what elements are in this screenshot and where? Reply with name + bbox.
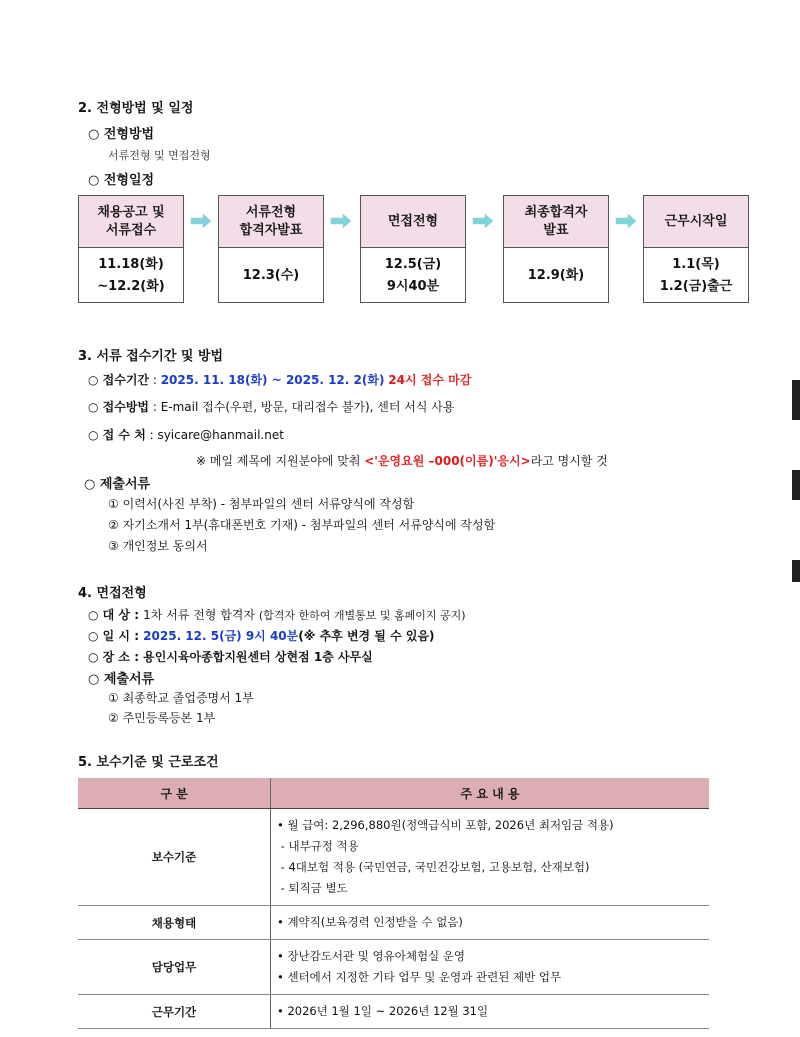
row-category: 담당업무 xyxy=(78,940,271,995)
mail-note xyxy=(196,452,608,469)
schedule-step xyxy=(503,195,609,303)
section3-title: 3. 서류 접수기간 및 방법 xyxy=(78,349,224,364)
note-suffix: 라고 명시할 것 xyxy=(530,454,608,468)
doc-item: ② 주민등록등본 1부 xyxy=(108,711,216,725)
note-highlight: <'운영요원 –000(이름)'응시> xyxy=(364,454,531,468)
period-row xyxy=(88,371,471,388)
interview-place-row xyxy=(88,648,373,665)
right-arrow-icon xyxy=(472,214,494,228)
content-line: - 내부규정 적용 xyxy=(277,839,359,853)
way-row xyxy=(88,398,455,415)
right-arrow-icon xyxy=(190,214,212,228)
row-content xyxy=(271,995,710,1029)
note-prefix: ※ 메일 제목에 지원분야에 맞춰 xyxy=(196,454,365,468)
header-content: 주 요 내 용 xyxy=(271,778,710,809)
section4-title: 4. 면접전형 xyxy=(78,586,147,601)
schedule-step xyxy=(218,195,324,303)
right-arrow-icon xyxy=(330,214,352,228)
interview-place-label: ○ 장 소 : xyxy=(88,650,144,664)
schedule-label: ○ 전형일정 xyxy=(88,173,155,188)
doc-item: ③ 개인정보 동의서 xyxy=(108,539,208,553)
row-content xyxy=(271,906,710,940)
step-title: 최종합격자 발표 xyxy=(504,196,608,248)
content-line: - 퇴직금 별도 xyxy=(277,881,348,895)
right-arrow-icon xyxy=(615,214,637,228)
step-date: 12.9(화) xyxy=(527,268,585,283)
row-category: 채용형태 xyxy=(78,906,271,940)
place-value: : syicare@hanmail.net xyxy=(145,428,284,442)
section2-title: 2. 전형방법 및 일정 xyxy=(78,101,194,116)
period-value: 2025. 11. 18(화) ~ 2025. 12. 2(화) xyxy=(160,373,385,387)
table-row xyxy=(78,940,709,995)
header-category: 구 분 xyxy=(78,778,271,809)
row-category: 근무기간 xyxy=(78,995,271,1029)
edge-mark xyxy=(792,560,800,582)
content-line: • 계약직(보육경력 인정받을 수 없음) xyxy=(277,915,463,929)
period-sep: : xyxy=(149,373,161,387)
content-line: • 장난감도서관 및 영유아체험실 운영 xyxy=(277,949,466,963)
date-label: ○ 일 시 : xyxy=(88,629,144,643)
target-label: ○ 대 상 : xyxy=(88,608,144,622)
doc-item: ② 자기소개서 1부(휴대폰번호 기재) - 첨부파일의 센터 서류양식에 작성함 xyxy=(108,518,496,532)
target-value: 1차 서류 전형 합격자 xyxy=(143,608,259,622)
step-date: 11.18(화) ~12.2(화) xyxy=(97,257,165,294)
table-row xyxy=(78,995,709,1029)
date-row xyxy=(88,627,435,644)
target-row xyxy=(88,606,466,623)
content-line: • 2026년 1월 1일 ~ 2026년 12월 31일 xyxy=(277,1004,489,1018)
period-label: ○ 접수기간 xyxy=(88,373,150,387)
schedule-step xyxy=(78,195,184,303)
step-title: 서류전형 합격자발표 xyxy=(219,196,323,248)
interview-place-value: 용인시육아종합지원센터 상현점 1층 사무실 xyxy=(143,650,373,664)
table-row xyxy=(78,906,709,940)
edge-mark xyxy=(792,470,800,500)
docs-label-4: ○ 제출서류 xyxy=(88,672,155,687)
doc-item: ① 이력서(사진 부착) - 첨부파일의 센터 서류양식에 작성함 xyxy=(108,497,415,511)
step-date: 12.5(금) 9시40분 xyxy=(384,257,442,294)
schedule-step xyxy=(360,195,466,303)
step-date: 12.3(수) xyxy=(242,268,300,283)
table-row xyxy=(78,809,709,906)
content-line: - 4대보험 적용 (국민연금, 국민건강보험, 고용보험, 산재보험) xyxy=(277,860,590,874)
pay-table xyxy=(78,778,709,1029)
step-title: 채용공고 및 서류접수 xyxy=(79,196,183,248)
date-value: 2025. 12. 5(금) 9시 40분 xyxy=(143,629,299,643)
content-line: • 월 급여: 2,296,880원(정액급식비 포함, 2026년 최저임금 적용) xyxy=(277,818,614,832)
content-line: • 센터에서 지정한 기타 업무 및 운영과 관련된 제반 업무 xyxy=(277,970,562,984)
way-label: ○ 접수방법 xyxy=(88,400,150,414)
period-deadline: 24시 접수 마감 xyxy=(388,373,472,387)
doc-item: ① 최종학교 졸업증명서 1부 xyxy=(108,691,254,705)
target-note: (합격자 한하여 개별통보 및 홈페이지 공지) xyxy=(258,609,466,622)
docs-label-3: ○ 제출서류 xyxy=(84,477,151,492)
section5-title: 5. 보수기준 및 근로조건 xyxy=(78,755,219,770)
date-note: (※ 추후 변경 될 수 있음) xyxy=(298,629,435,643)
step-date: 1.1(목) 1.2(금)출근 xyxy=(659,257,733,294)
row-content xyxy=(271,940,710,995)
row-content xyxy=(271,809,710,906)
place-label: ○ 접 수 처 xyxy=(88,428,146,442)
step-title: 근무시작일 xyxy=(644,196,748,248)
edge-mark xyxy=(792,380,800,420)
method-label: ○ 전형방법 xyxy=(88,127,155,142)
step-title: 면접전형 xyxy=(361,196,465,248)
schedule-step xyxy=(643,195,749,303)
way-value: : E-mail 접수(우편, 방문, 대리접수 불가), 센터 서식 사용 xyxy=(149,400,455,414)
row-category: 보수기준 xyxy=(78,809,271,906)
method-desc: 서류전형 및 면접전형 xyxy=(108,149,211,162)
table-header-row xyxy=(78,778,709,809)
place-row xyxy=(88,426,284,443)
